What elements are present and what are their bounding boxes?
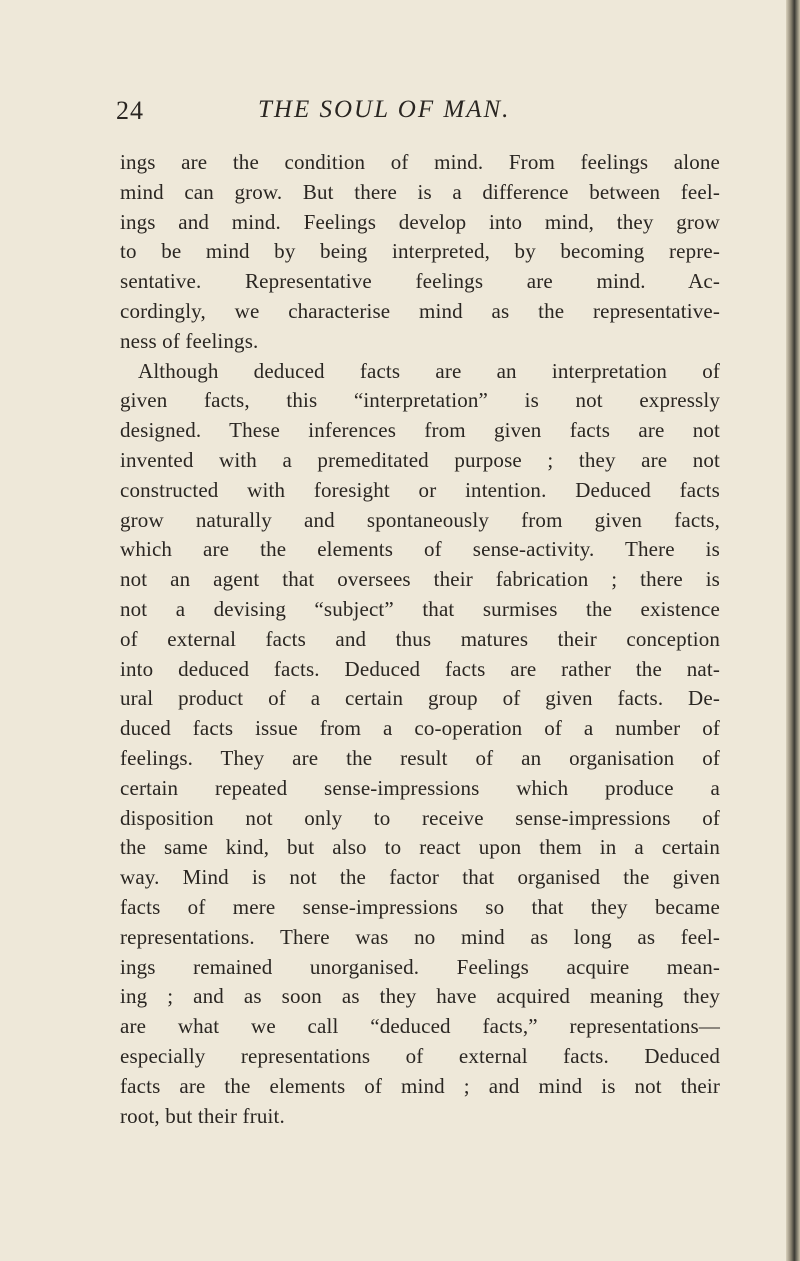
text-line: of external facts and thus matures their conception — [120, 626, 720, 651]
text-line: cordingly, we characterise mind as the representative- — [120, 298, 720, 323]
text-line: the same kind, but also to react upon them in a certain — [120, 835, 720, 860]
text-line: disposition not only to receive sense-impressions of — [120, 805, 720, 830]
page-header — [0, 92, 790, 132]
text-line: ing ; and as soon as they have acquired meaning they — [120, 984, 720, 1009]
text-line: which are the elements of sense-activity. There is — [120, 537, 720, 562]
text-line: given facts, this “interpretation” is not expressly — [120, 388, 720, 413]
text-line: mind can grow. But there is a difference between feel- — [120, 179, 720, 204]
text-line: sentative. Representative feelings are mind. Ac- — [120, 269, 720, 294]
text-line: Although deduced facts are an interpretation of — [138, 358, 720, 383]
text-line: feelings. They are the result of an organisation of — [120, 745, 720, 770]
body-text — [120, 148, 720, 1131]
text-line: especially representations of external facts. Deduced — [120, 1043, 720, 1068]
text-line: certain repeated sense-impressions which produce a — [120, 775, 720, 800]
page-edge-shadow — [786, 0, 800, 1261]
text-line: ings are the condition of mind. From feelings alone — [120, 150, 720, 174]
text-line: invented with a premeditated purpose ; they are not — [120, 447, 720, 472]
text-line: grow naturally and spontaneously from given facts, — [120, 507, 720, 532]
text-line: duced facts issue from a co-operation of a number of — [120, 716, 720, 741]
text-line: into deduced facts. Deduced facts are rather the nat- — [120, 656, 720, 681]
text-line: way. Mind is not the factor that organised the given — [120, 865, 720, 890]
text-line: not a devising “subject” that surmises the existence — [120, 596, 720, 621]
text-line: ings and mind. Feelings develop into mind, they grow — [120, 209, 720, 234]
text-line: not an agent that oversees their fabrication ; there is — [120, 567, 720, 592]
text-line: ural product of a certain group of given facts. De- — [120, 686, 720, 711]
text-line: to be mind by being interpreted, by becoming repre- — [120, 239, 720, 264]
text-line: are what we call “deduced facts,” representations— — [120, 1014, 720, 1039]
text-line: representations. There was no mind as long as feel- — [120, 924, 720, 949]
text-line: ings remained unorganised. Feelings acquire mean- — [120, 954, 720, 979]
text-line: constructed with foresight or intention. Deduced facts — [120, 477, 720, 502]
text-line: facts of mere sense-impressions so that they became — [120, 894, 720, 919]
text-line: ness of feelings. — [120, 328, 259, 353]
running-head: THE SOUL OF MAN. — [258, 96, 511, 123]
text-line: root, but their fruit. — [120, 1103, 285, 1128]
text-line: designed. These inferences from given facts are not — [120, 418, 720, 443]
page-number: 24 — [116, 96, 144, 125]
text-line: facts are the elements of mind ; and mind is not their — [120, 1073, 720, 1098]
